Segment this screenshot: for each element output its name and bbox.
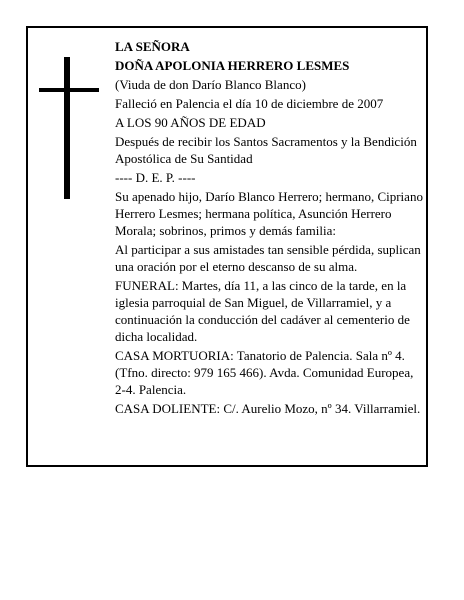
funeral-home-line: CASA MORTUORIA: Tanatorio de Palencia. Sala nº 4. (Tfno. directo: 979 165 466). Avda. Comunidad Europea, 2-4. Palencia. (115, 348, 414, 397)
mourning-house-line: CASA DOLIENTE: C/. Aurelio Mozo, nº 34. Villarramiel. (115, 401, 421, 416)
heading-title: LA SEÑORA (115, 39, 190, 54)
notice-text (115, 38, 423, 419)
age-line: A LOS 90 AÑOS DE EDAD (115, 115, 266, 130)
cross-icon (39, 57, 99, 199)
cross-vertical-bar (64, 57, 70, 199)
widow-of: (Viuda de don Darío Blanco Blanco) (115, 77, 306, 92)
cross-horizontal-bar (39, 88, 99, 92)
deceased-name: DOÑA APOLONIA HERRERO LESMES (115, 58, 350, 73)
sacraments-line: Después de recibir los Santos Sacramentos y la Bendición Apostólica de Su Santidad (115, 134, 417, 166)
rip-line: ---- D. E. P. ---- (115, 170, 196, 185)
request-line: Al participar a sus amistades tan sensible pérdida, suplican una oración por el eterno descanso de su alma. (115, 242, 421, 274)
funeral-line: FUNERAL: Martes, día 11, a las cinco de la tarde, en la iglesia parroquial de San Miguel, de Villarramiel, y a continuación la conducción del cadáver al cementerio de dicha localidad. (115, 278, 410, 344)
obituary-notice (26, 26, 428, 467)
family-line: Su apenado hijo, Darío Blanco Herrero; hermano, Cipriano Herrero Lesmes; hermana política, Asunción Herrero Morala; sobrinos, primos y demás familia: (115, 189, 423, 238)
death-info: Falleció en Palencia el día 10 de diciembre de 2007 (115, 96, 384, 111)
